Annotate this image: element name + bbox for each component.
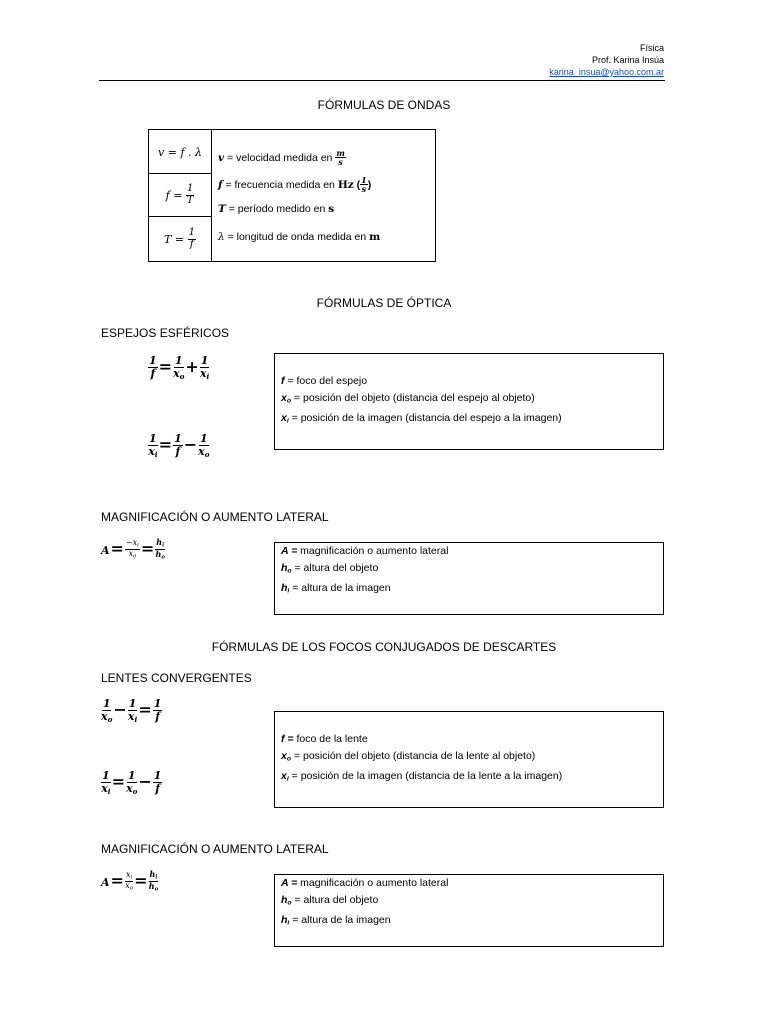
formula-mirror-1: $\frac{1}{f}$ = $\frac{1}{x_o}$ + $\frac{1}{x_i}$ (149, 354, 210, 381)
lentes-definitions-box (274, 711, 664, 808)
def-period: T = período medido en s (218, 202, 335, 215)
def-wavelength: λ = longitud de onda medida en m (218, 230, 381, 243)
def-image-height-2: $h_i$ = altura de la imagen (281, 913, 391, 927)
lentes-title: LENTES CONVERGENTES (101, 671, 252, 685)
def-magnification-2: A = magnificación o aumento lateral (281, 877, 449, 889)
magnif-definitions-box-1 (274, 542, 664, 615)
def-frequency: f = frecuencia medida en Hz ( $\frac{1}{s}$ ) (218, 174, 372, 195)
magnif-definitions-box-2 (274, 874, 664, 947)
optica-title: FÓRMULAS DE ÓPTICA (316, 296, 452, 310)
ondas-table (148, 129, 436, 262)
def-image-position: $x_i$ = posición de la imagen (distancia del espejo a la imagen) (281, 411, 562, 425)
formula-lens-1: $\frac{1}{x_o}$ − $\frac{1}{x_i}$ = $\frac{1}{f}$ (101, 697, 162, 724)
header-teacher: Prof. Karina Insúa (591, 55, 664, 65)
def-lens-focus: f = foco de la lente (281, 733, 368, 745)
formula-magnification-1: A= $\frac{-x_i}{x_o}$ = $\frac{h_i}{h_o}$ (101, 537, 165, 561)
ondas-title: FÓRMULAS DE ONDAS (317, 98, 451, 112)
header-email-link[interactable]: karina_insua@yahoo.com.ar (549, 67, 664, 77)
ondas-definitions (212, 130, 436, 262)
def-object-height: $h_o$ = altura del objeto (281, 562, 379, 575)
header-subject: Física (639, 43, 664, 53)
magnif-title-1: MAGNIFICACIÓN O AUMENTO LATERAL (101, 510, 329, 524)
header-divider (99, 80, 665, 81)
def-object-height-2: $h_o$ = altura del objeto (281, 894, 379, 907)
formula-frequency: f = $\frac{1}{T}$ (149, 174, 212, 217)
descartes-title: FÓRMULAS DE LOS FOCOS CONJUGADOS DE DESCARTES (211, 640, 557, 654)
def-lens-object-position: $x_o$ = posición del objeto (distancia de la lente al objeto) (281, 750, 536, 763)
magnif-title-2: MAGNIFICACIÓN O AUMENTO LATERAL (101, 842, 329, 856)
def-lens-image-position: $x_i$ = posición de la imagen (distancia de la lente a la imagen) (281, 769, 563, 783)
espejos-definitions-box (274, 353, 664, 450)
def-focus: f = foco del espejo (281, 375, 368, 387)
def-image-height: $h_i$ = altura de la imagen (281, 581, 391, 595)
def-velocity: v = velocidad medida en $\frac{m}{s}$ (218, 147, 345, 168)
formula-mirror-2: $\frac{1}{x_i}$ = $\frac{1}{f}$ − $\frac{1}{x_o}$ (148, 432, 210, 459)
def-object-position: $x_o$ = posición del objeto (distancia del espejo al objeto) (281, 392, 535, 405)
formula-magnification-2: A= $\frac{x_i}{x_o}$ = $\frac{h_i}{h_o}$ (101, 869, 159, 893)
def-magnification: A = magnificación o aumento lateral (281, 545, 449, 557)
formula-period: T = $\frac{1}{f}$ (149, 217, 212, 262)
espejos-title: ESPEJOS ESFÉRICOS (101, 326, 230, 340)
page-header (549, 42, 664, 78)
formula-velocity: v = f . λ (149, 130, 212, 174)
formula-lens-2: $\frac{1}{x_i}$ = $\frac{1}{x_o}$ − $\frac{1}{f}$ (101, 769, 162, 796)
